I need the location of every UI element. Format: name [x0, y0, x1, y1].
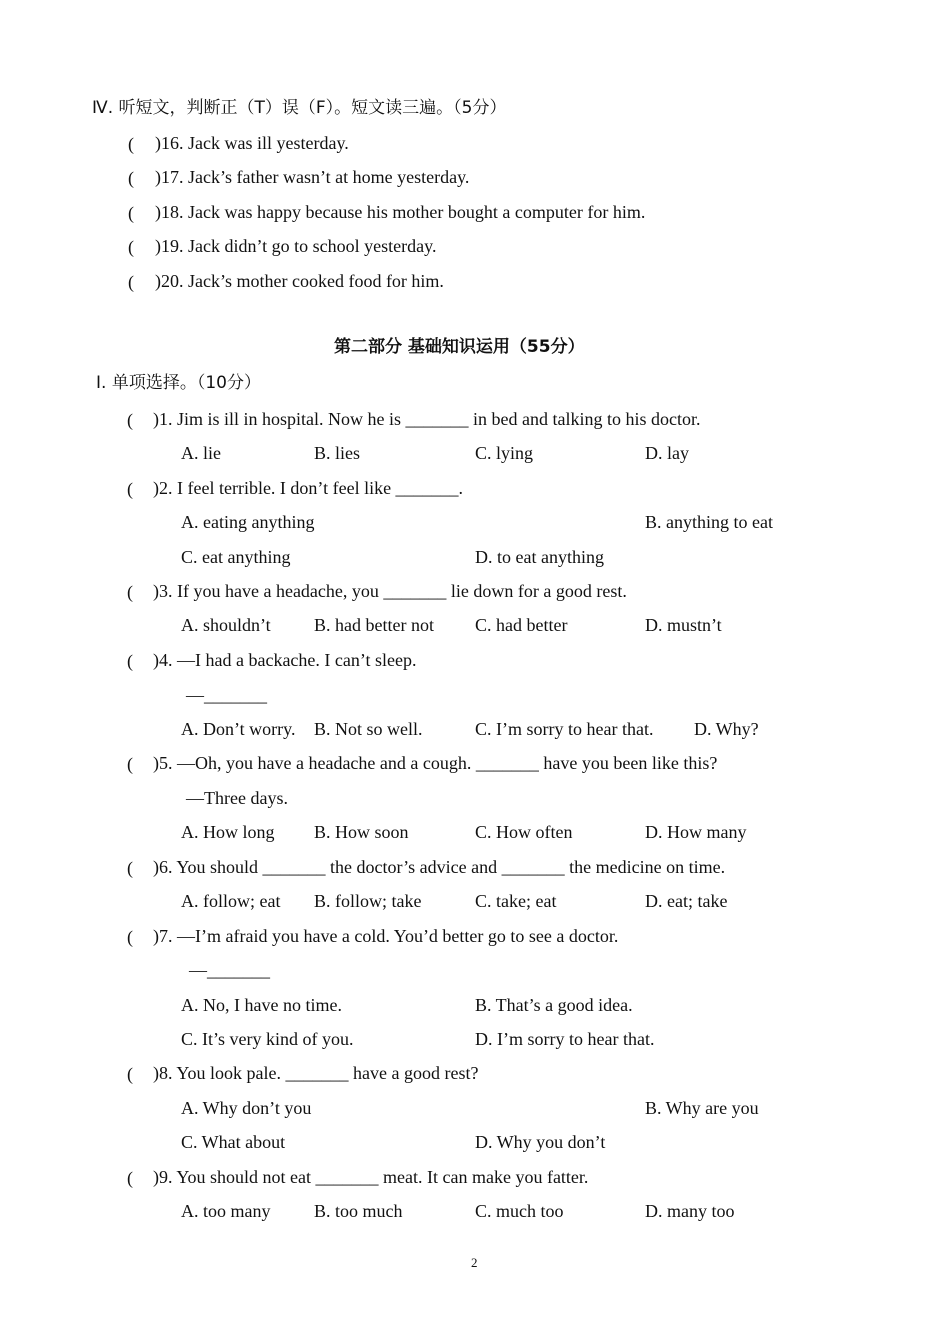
- answer-blank-3[interactable]: (: [127, 582, 133, 602]
- question-reply-7: —_______: [189, 960, 270, 980]
- page-number: 2: [471, 1255, 478, 1270]
- question-stem-3: )3. If you have a headache, you _______ lie down for a good rest.: [153, 581, 627, 601]
- answer-blank-8[interactable]: (: [127, 1064, 133, 1084]
- option-9d[interactable]: D. many too: [645, 1201, 735, 1221]
- option-8c[interactable]: C. What about: [181, 1132, 286, 1152]
- question-reply-4: —_______: [186, 685, 267, 705]
- option-9c[interactable]: C. much too: [475, 1201, 564, 1221]
- answer-blank-20[interactable]: (: [128, 272, 134, 292]
- part-2-title: 第二部分 基础知识运用（55分）: [334, 337, 585, 357]
- list-item-19: )19. Jack didn’t go to school yesterday.: [155, 236, 437, 256]
- option-3b[interactable]: B. had better not: [314, 615, 434, 635]
- question-stem-1: )1. Jim is ill in hospital. Now he is _______ in bed and talking to his doctor.: [153, 409, 701, 429]
- answer-blank-4[interactable]: (: [127, 651, 133, 671]
- option-9b[interactable]: B. too much: [314, 1201, 403, 1221]
- option-5c[interactable]: C. How often: [475, 822, 573, 842]
- question-stem-7: )7. —I’m afraid you have a cold. You’d better go to see a doctor.: [153, 926, 619, 946]
- answer-blank-17[interactable]: (: [128, 168, 134, 188]
- answer-blank-6[interactable]: (: [127, 858, 133, 878]
- option-7c[interactable]: C. It’s very kind of you.: [181, 1029, 354, 1049]
- option-4d[interactable]: D. Why?: [694, 719, 759, 739]
- question-stem-5: )5. —Oh, you have a headache and a cough. _______ have you been like this?: [153, 753, 718, 773]
- option-8d[interactable]: D. Why you don’t: [475, 1132, 606, 1152]
- option-1b[interactable]: B. lies: [314, 443, 361, 463]
- option-8b[interactable]: B. Why are you: [645, 1098, 759, 1118]
- option-5d[interactable]: D. How many: [645, 822, 747, 842]
- option-6a[interactable]: A. follow; eat: [181, 891, 281, 911]
- list-item-20: )20. Jack’s mother cooked food for him.: [155, 271, 444, 291]
- option-1d[interactable]: D. lay: [645, 443, 689, 463]
- question-stem-8: )8. You look pale. _______ have a good rest?: [153, 1063, 479, 1083]
- option-7b[interactable]: B. That’s a good idea.: [475, 995, 633, 1015]
- question-stem-6: )6. You should _______ the doctor’s advice and _______ the medicine on time.: [153, 857, 726, 877]
- option-5b[interactable]: B. How soon: [314, 822, 409, 842]
- question-stem-4: )4. —I had a backache. I can’t sleep.: [153, 650, 417, 670]
- option-4b[interactable]: B. Not so well.: [314, 719, 423, 739]
- list-item-16: )16. Jack was ill yesterday.: [155, 133, 349, 153]
- question-stem-9: )9. You should not eat _______ meat. It can make you fatter.: [153, 1167, 589, 1187]
- option-5a[interactable]: A. How long: [181, 822, 275, 842]
- answer-blank-19[interactable]: (: [128, 237, 134, 257]
- question-stem-2: )2. I feel terrible. I don’t feel like _______.: [153, 478, 464, 498]
- option-3d[interactable]: D. mustn’t: [645, 615, 722, 635]
- option-7d[interactable]: D. I’m sorry to hear that.: [475, 1029, 655, 1049]
- answer-blank-16[interactable]: (: [128, 134, 134, 154]
- option-7a[interactable]: A. No, I have no time.: [181, 995, 342, 1015]
- option-2d[interactable]: D. to eat anything: [475, 547, 604, 567]
- option-4a[interactable]: A. Don’t worry.: [181, 719, 296, 739]
- option-3c[interactable]: C. had better: [475, 615, 568, 635]
- option-3a[interactable]: A. shouldn’t: [181, 615, 271, 635]
- list-item-18: )18. Jack was happy because his mother bought a computer for him.: [155, 202, 646, 222]
- option-1c[interactable]: C. lying: [475, 443, 534, 463]
- option-2a[interactable]: A. eating anything: [181, 512, 315, 532]
- list-item-17: )17. Jack’s father wasn’t at home yesterday.: [155, 167, 470, 187]
- answer-blank-9[interactable]: (: [127, 1168, 133, 1188]
- option-1a[interactable]: A. lie: [181, 443, 221, 463]
- answer-blank-7[interactable]: (: [127, 927, 133, 947]
- option-2c[interactable]: C. eat anything: [181, 547, 291, 567]
- section-4-heading: Ⅳ. 听短文，判断正（T）误（F）。短文读三遍。（5分）: [92, 98, 507, 118]
- option-6d[interactable]: D. eat; take: [645, 891, 728, 911]
- answer-blank-1[interactable]: (: [127, 410, 133, 430]
- option-6b[interactable]: B. follow; take: [314, 891, 422, 911]
- answer-blank-18[interactable]: (: [128, 203, 134, 223]
- answer-blank-5[interactable]: (: [127, 754, 133, 774]
- option-9a[interactable]: A. too many: [181, 1201, 271, 1221]
- answer-blank-2[interactable]: (: [127, 479, 133, 499]
- option-6c[interactable]: C. take; eat: [475, 891, 557, 911]
- option-4c[interactable]: C. I’m sorry to hear that.: [475, 719, 654, 739]
- option-2b[interactable]: B. anything to eat: [645, 512, 773, 532]
- option-8a[interactable]: A. Why don’t you: [181, 1098, 312, 1118]
- question-reply-5: —Three days.: [186, 788, 288, 808]
- section-1-heading: Ⅰ. 单项选择。（10分）: [96, 373, 261, 393]
